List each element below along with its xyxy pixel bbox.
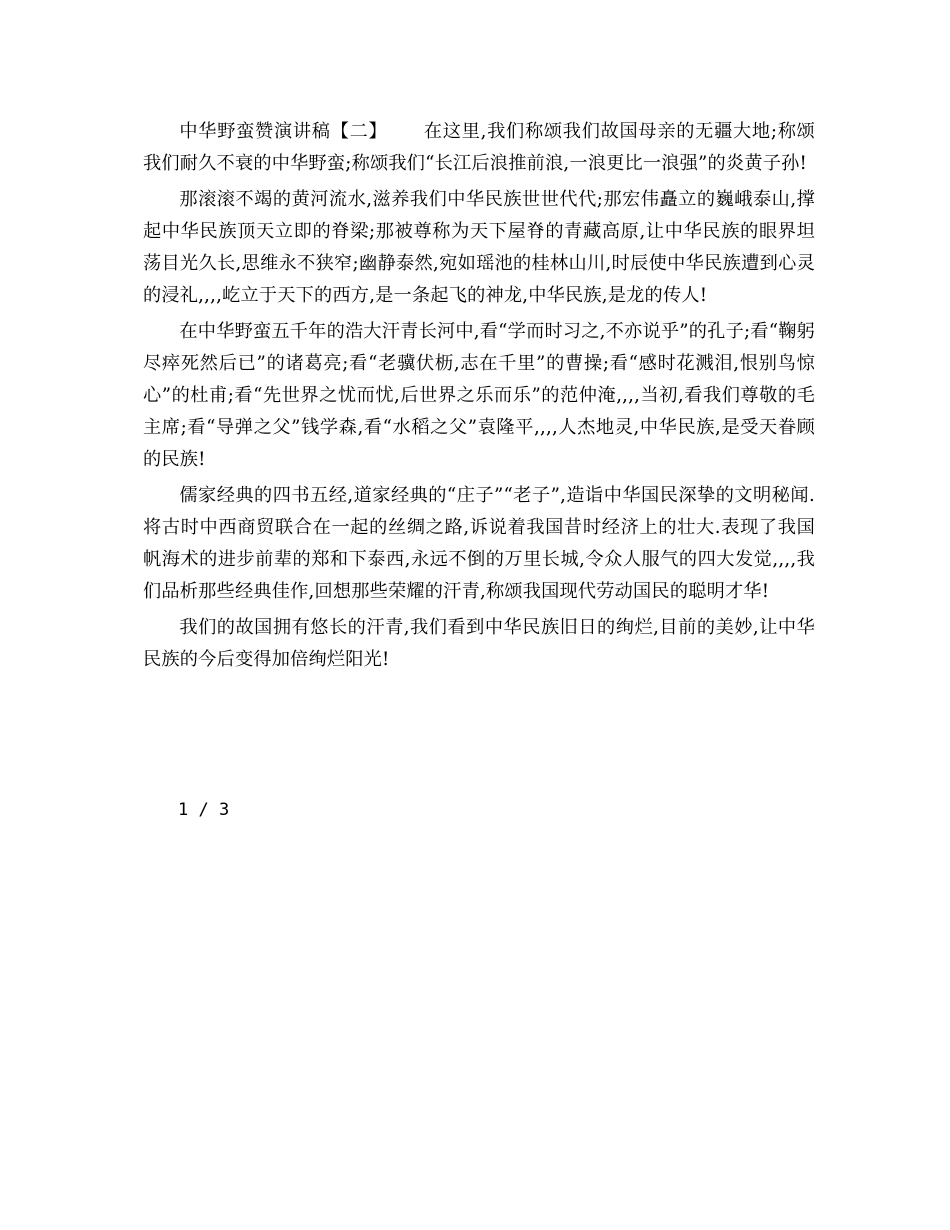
paragraph-4: 儒家经典的四书五经,道家经典的“庄子”“老子”,造诣中华国民深挚的文明秘闻.将古时中西商贸联合在一起的丝绸之路,诉说着我国昔时经济上的壮大.表现了我国帆海术的进步前辈的郑和下泰西,永远不倒的万里长城,令众人服气的四大发觉,,,,我们品析那些经典佳作,回想那些荣耀的汗青,称颂我国现代劳动国民的聪明才华!	[143, 485, 815, 602]
paragraph-1	[143, 116, 815, 180]
paragraph-3: 在中华野蛮五千年的浩大汗青长河中,看“学而时习之,不亦说乎”的孔子;看“鞠躬尽瘁死然后已”的诸葛亮;看“老骥伏枥,志在千里”的曹操;看“感时花溅泪,恨别鸟惊心”的杜甫;看“先世界之忧而忧,后世界之乐而乐”的范仲淹,,,,当初,看我们尊敬的毛主席;看“导弹之父”钱学森,看“水稻之父”袁隆平,,,,人杰地灵,中华民族,是受天眷顾的民族!	[143, 321, 815, 470]
document-title: 中华野蛮赞演讲稿【二】	[179, 121, 388, 142]
page-number: 1 / 3	[178, 800, 230, 820]
paragraph-1-text: 在这里,我们称颂我们故国母亲的无疆大地;称颂我们耐久不衰的中华野蛮;称颂我们“长江后浪推前浪,一浪更比一浪强”的炎黄子孙!	[143, 121, 816, 174]
document-body	[143, 116, 815, 676]
paragraph-2: 那滚滚不竭的黄河流水,滋养我们中华民族世世代代;那宏伟矗立的巍峨泰山,撑起中华民族顶天立即的脊梁;那被尊称为天下屋脊的青藏高原,让中华民族的眼界坦荡目光久长,思维永不狭窄;幽静泰然,宛如瑶池的桂林山川,时辰使中华民族遭到心灵的浸礼,,,,屹立于天下的西方,是一条起飞的神龙,中华民族,是龙的传人!	[143, 189, 815, 306]
paragraph-5: 我们的故国拥有悠长的汗青,我们看到中华民族旧日的绚烂,目前的美妙,让中华民族的今后变得加倍绚烂阳光!	[143, 617, 815, 670]
